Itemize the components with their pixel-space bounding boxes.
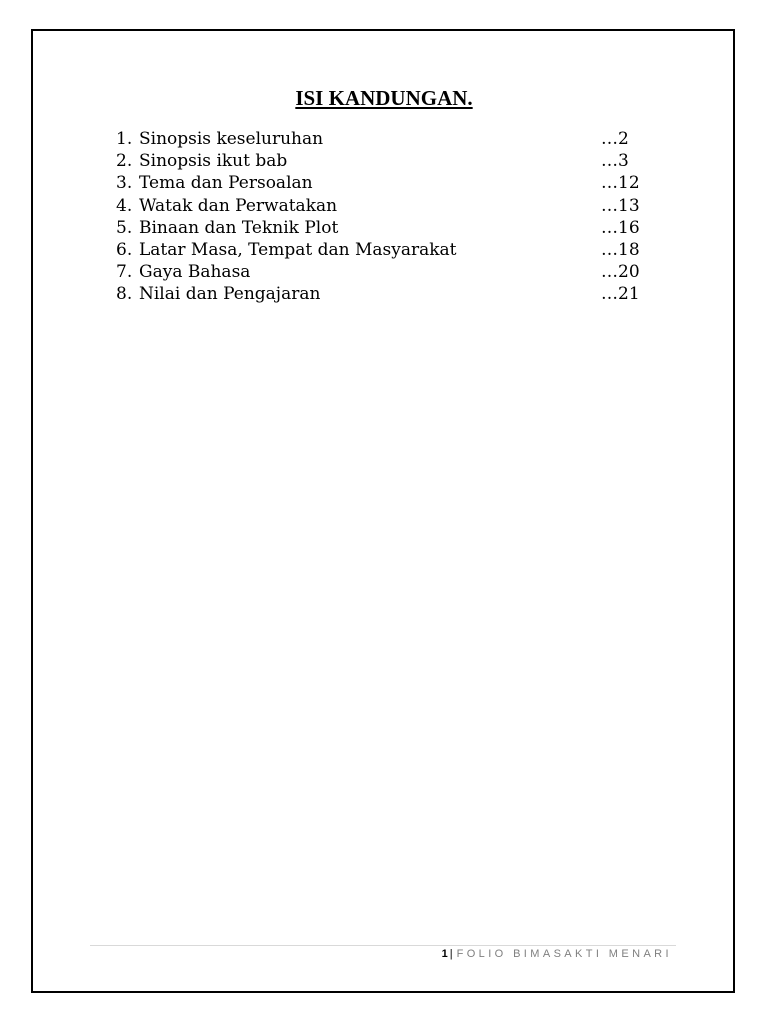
toc-item-4 xyxy=(116,195,676,217)
toc-item-7 xyxy=(116,261,676,283)
toc-item-1 xyxy=(116,128,676,150)
toc-item-page: …13 xyxy=(601,195,640,216)
toc-item-number: 1. xyxy=(116,129,133,149)
toc-item-page: …12 xyxy=(601,173,640,194)
toc-item-title: Gaya Bahasa xyxy=(139,262,251,283)
footer-divider xyxy=(90,945,676,946)
toc-item-2 xyxy=(116,150,676,172)
toc-item-title: Binaan dan Teknik Plot xyxy=(139,217,339,238)
toc-item-page: …21 xyxy=(601,284,640,305)
toc-item-3 xyxy=(116,172,676,194)
toc-item-title: Nilai dan Pengajaran xyxy=(139,284,321,305)
toc-item-page: …18 xyxy=(601,239,640,260)
toc-item-page: …20 xyxy=(601,262,640,283)
toc-item-page: …2 xyxy=(601,129,629,149)
table-of-contents xyxy=(116,128,676,306)
toc-item-page: …16 xyxy=(601,217,640,238)
toc-item-title: Watak dan Perwatakan xyxy=(139,195,338,216)
page-footer xyxy=(442,948,672,960)
toc-item-title: Sinopsis keseluruhan xyxy=(139,129,324,149)
toc-item-title: Latar Masa, Tempat dan Masyarakat xyxy=(139,239,457,260)
page-title: ISI KANDUNGAN. xyxy=(295,86,473,110)
toc-item-number: 6. xyxy=(116,239,133,260)
footer-title: FOLIO BIMASAKTI MENARI xyxy=(456,948,672,960)
footer-page-number: 1 xyxy=(441,948,448,960)
toc-item-title: Sinopsis ikut bab xyxy=(139,151,288,172)
toc-item-number: 8. xyxy=(116,284,133,305)
toc-item-6 xyxy=(116,239,676,261)
toc-item-number: 2. xyxy=(116,151,133,172)
toc-item-number: 3. xyxy=(116,173,133,194)
toc-item-page: …3 xyxy=(601,151,629,172)
toc-item-number: 5. xyxy=(116,217,133,238)
toc-item-title: Tema dan Persoalan xyxy=(139,173,313,194)
toc-item-number: 7. xyxy=(116,262,133,283)
toc-item-5 xyxy=(116,217,676,239)
footer-separator: | xyxy=(449,948,453,960)
toc-item-number: 4. xyxy=(116,195,133,216)
toc-item-8 xyxy=(116,283,676,305)
